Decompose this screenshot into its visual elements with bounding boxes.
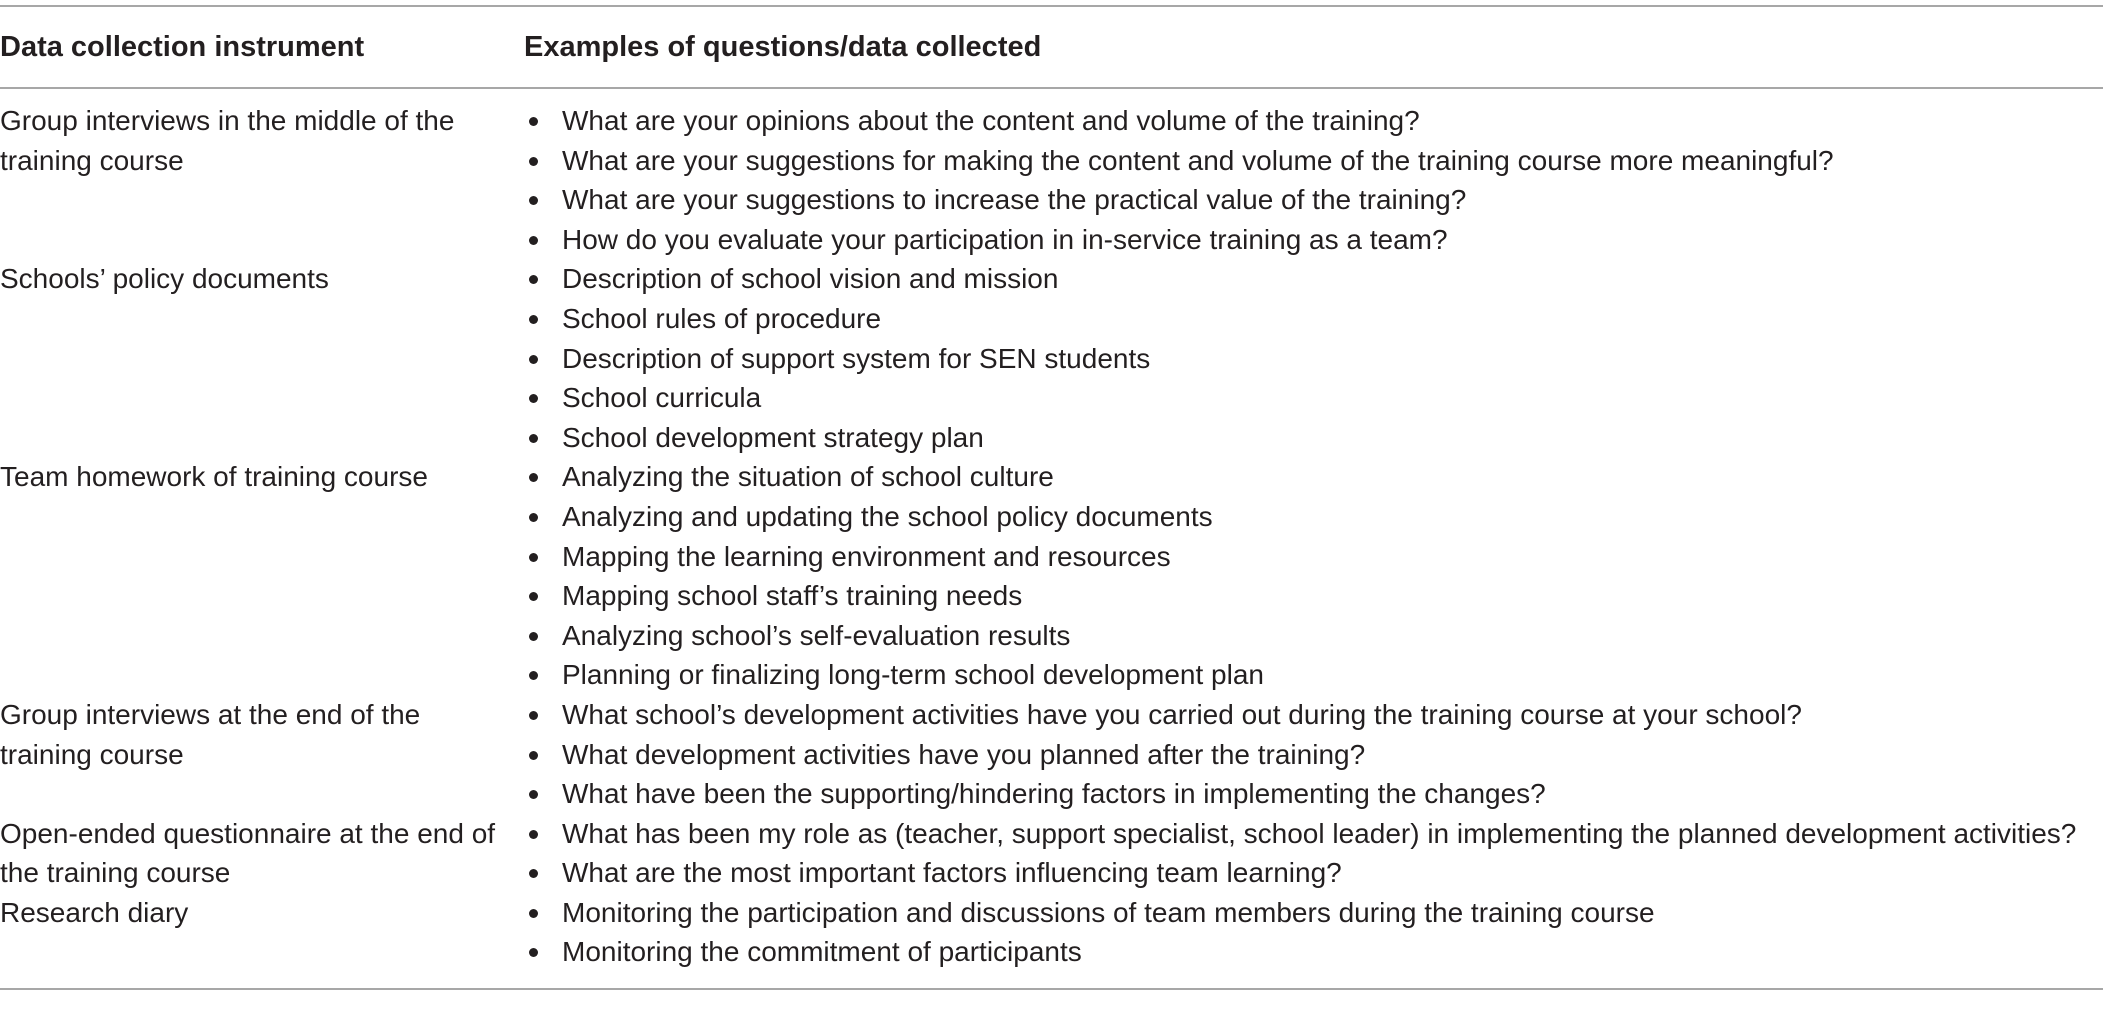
list-item: What are your suggestions to increase the practical value of the training? [524,180,2103,220]
examples-cell [524,695,2103,814]
instrument-cell: Group interviews in the middle of the training course [0,105,455,176]
list-item: Analyzing and updating the school policy documents [524,497,2103,537]
list-item: What are your opinions about the content and volume of the training? [524,101,2103,141]
list-item: What development activities have you planned after the training? [524,735,2103,775]
examples-cell [524,88,2103,259]
examples-cell [524,893,2103,989]
list-item: Description of support system for SEN students [524,339,2103,379]
examples-list [524,893,2103,972]
list-item: Planning or finalizing long-term school development plan [524,655,2103,695]
examples-list [524,101,2103,259]
list-item: Analyzing the situation of school culture [524,457,2103,497]
list-item: School rules of procedure [524,299,2103,339]
examples-cell [524,814,2103,893]
examples-list [524,259,2103,457]
table-row [0,88,2103,259]
header-row [0,6,2103,88]
table-row [0,893,2103,989]
list-item: Monitoring the commitment of participants [524,932,2103,972]
instrument-cell: Open-ended questionnaire at the end of the training course [0,817,496,889]
examples-list [524,695,2103,814]
table-row [0,457,2103,695]
table-header [0,6,2103,88]
list-item: Mapping school staff’s training needs [524,576,2103,616]
list-item: What are your suggestions for making the content and volume of the training course more meaningful? [524,141,2103,181]
header-instrument: Data collection instrument [0,6,524,88]
list-item: Analyzing school’s self-evaluation results [524,616,2103,656]
examples-cell [524,259,2103,457]
table-row [0,814,2103,893]
table-body [0,88,2103,989]
instrument-cell: Schools’ policy documents [0,263,329,295]
header-examples: Examples of questions/data collected [524,6,2103,88]
list-item: Description of school vision and mission [524,259,2103,299]
list-item: What school’s development activities have you carried out during the training course at your school? [524,695,2103,735]
list-item: What has been my role as (teacher, support specialist, school leader) in implementing the planned development activities? [524,814,2103,854]
instrument-cell: Team homework of training course [0,461,428,493]
list-item: Monitoring the participation and discussions of team members during the training course [524,893,2103,933]
data-collection-table-container [0,5,2103,990]
examples-list [524,457,2103,695]
list-item: What have been the supporting/hindering factors in implementing the changes? [524,774,2103,814]
list-item: What are the most important factors influencing team learning? [524,853,2103,893]
examples-list [524,814,2103,893]
list-item: Mapping the learning environment and resources [524,537,2103,577]
examples-cell [524,457,2103,695]
list-item: School curricula [524,378,2103,418]
data-collection-table [0,5,2103,990]
list-item: School development strategy plan [524,418,2103,458]
instrument-cell: Research diary [0,893,524,989]
table-row [0,259,2103,457]
list-item: How do you evaluate your participation in in-service training as a team? [524,220,2103,260]
table-row [0,695,2103,814]
instrument-cell: Group interviews at the end of the training course [0,698,421,770]
